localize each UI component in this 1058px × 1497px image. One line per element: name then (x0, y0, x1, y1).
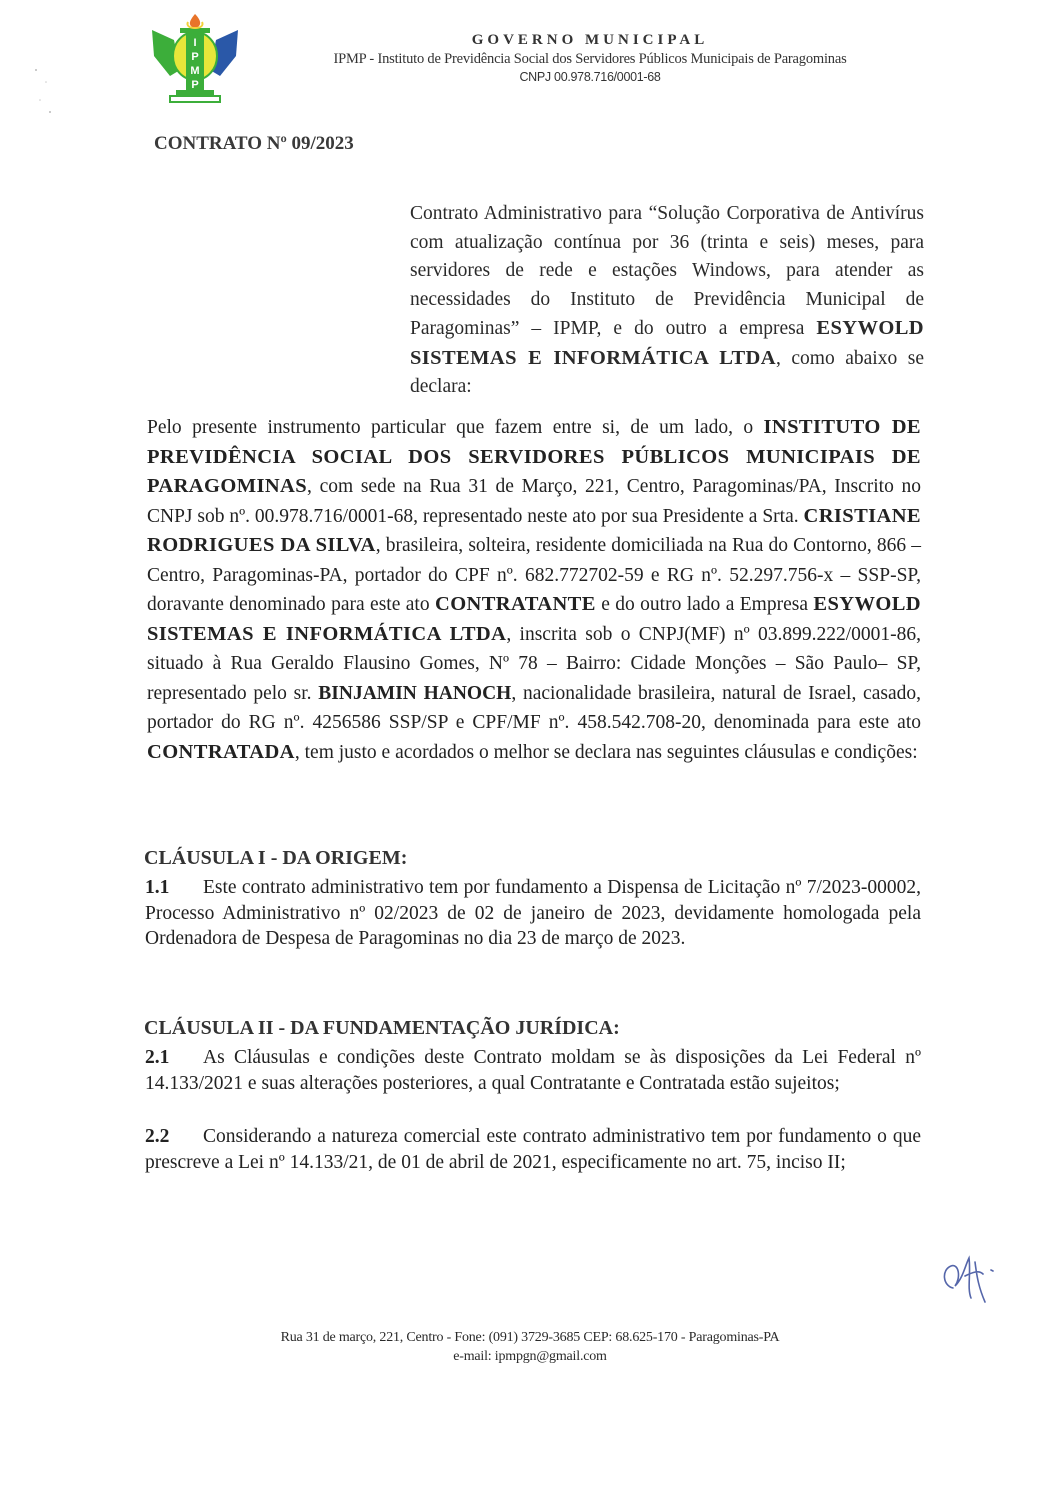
svg-text:M: M (190, 65, 200, 77)
intro-text-3: , brasileira, solteira, residente domiciliada na Rua do Contorno, 866 – Centro, Paragominas-PA, portador do CPF nº. 682.772702-59 e RG nº. 52.297.756-x – SSP-SP, doravante denominado para este ato (147, 535, 921, 615)
contractor-institute: INSTITUTO DE PREVIDÊNCIA SOCIAL DOS SERVIDORES PÚBLICOS MUNICIPAIS DE PARAGOMINAS (147, 416, 921, 497)
svg-text:P: P (191, 51, 199, 63)
summary-company: ESYWOLD SISTEMAS E INFORMÁTICA LTDA (410, 317, 924, 369)
intro-text-2: , com sede na Rua 31 de Março, 221, Centro, Paragominas/PA, Inscrito no CNPJ sob nº. 00.978.716/0001-68, representado neste ato por sua Presidente a Srta. (147, 476, 921, 527)
svg-text:P: P (191, 79, 199, 91)
page-footer (200, 1328, 860, 1366)
intro-text-1: Pelo presente instrumento particular que fazem entre si, de um lado, o (147, 417, 764, 438)
letterhead (260, 32, 920, 84)
clause-text: Considerando a natureza comercial este contrato administrativo tem por fundamento o que prescreve a Lei nº 14.133/21, de 01 de abril de 2021, especificamente no art. 75, inciso II; (145, 1126, 921, 1173)
company-name: ESYWOLD SISTEMAS E INFORMÁTICA LTDA (147, 593, 922, 645)
clause-number: 2.1 (145, 1047, 170, 1068)
ipmp-logo (150, 12, 240, 104)
summary-text-2: , como abaixo se declara: (410, 347, 924, 397)
contratada-label: CONTRATADA (147, 740, 295, 763)
flame-icon (190, 14, 200, 27)
contract-summary (410, 200, 924, 402)
intro-text-7: , tem justo e acordados o melhor se declara nas seguintes cláusulas e condições: (294, 741, 918, 763)
clause-number: 1.1 (145, 877, 170, 898)
intro-text-4: e do outro lado a Empresa (595, 594, 814, 615)
intro-text-6: , nacionalidade brasileira, natural de Israel, casado, portador do RG nº. 4256586 SSP/SP e CPF/MF nº. 458.542.708-20, denominada para este ato (147, 682, 921, 733)
intro-text-5: , inscrita sob o CNPJ(MF) nº 03.899.222/0001-86, situado à Rua Geraldo Flausino Gomes, Nº 78 – Bairro: Cidade Monções – São Paulo– SP, representado pelo sr. (147, 623, 921, 704)
svg-text:I: I (193, 37, 197, 49)
president-name: CRISTIANE RODRIGUES DA SILVA (147, 504, 922, 556)
logo-base (170, 96, 220, 102)
contratante-label: CONTRATANTE (434, 593, 596, 615)
clause-2-heading: CLÁUSULA II - DA FUNDAMENTAÇÃO JURÍDICA: (144, 1017, 620, 1039)
clause-item (145, 1045, 921, 1096)
scan-specks (30, 60, 60, 120)
footer-email: e-mail: ipmpgn@gmail.com (453, 1349, 607, 1364)
clause-1-heading: CLÁUSULA I - DA ORIGEM: (144, 847, 408, 869)
handwritten-initials (935, 1248, 1005, 1308)
summary-text-1: Contrato Administrativo para “Solução Corporativa de Antivírus com atualização contínua por 36 (trinta e seis) meses, para servidores de rede e estações Windows, para atender as necessidades do Instituto de Previdência Municipal de Paragominas” – IPMP, e do outro a empresa (410, 203, 924, 339)
clause-item (145, 1124, 921, 1175)
government-label: GOVERNO MUNICIPAL (471, 32, 709, 48)
clause-number: 2.2 (145, 1126, 170, 1147)
clause-item (145, 875, 921, 952)
footer-address: Rua 31 de março, 221, Centro - Fone: (091) 3729-3685 CEP: 68.625-170 - Paragominas-PA (280, 1330, 780, 1345)
clause-text: As Cláusulas e condições deste Contrato moldam se às disposições da Lei Federal nº 14.133/2021 e suas alterações posteriores, a qual Contratante e Contratada estão sujeitos; (145, 1047, 921, 1094)
parties-paragraph (147, 413, 921, 767)
institute-name: IPMP - Instituto de Previdência Social dos Servidores Públicos Municipais de Paragominas (333, 51, 847, 67)
representative-name: BINJAMIN HANOCH (318, 682, 512, 704)
institute-cnpj: CNPJ 00.978.716/0001-68 (519, 70, 661, 84)
contract-title: CONTRATO Nº 09/2023 (154, 133, 354, 154)
clause-text: Este contrato administrativo tem por fundamento a Dispensa de Licitação nº 7/2023-00002, Processo Administrativo nº 02/2023 de 02 de janeiro de 2023, devidamente homologada pela Ordenadora de Despesa de Paragominas no dia 23 de março de 2023. (145, 877, 921, 949)
